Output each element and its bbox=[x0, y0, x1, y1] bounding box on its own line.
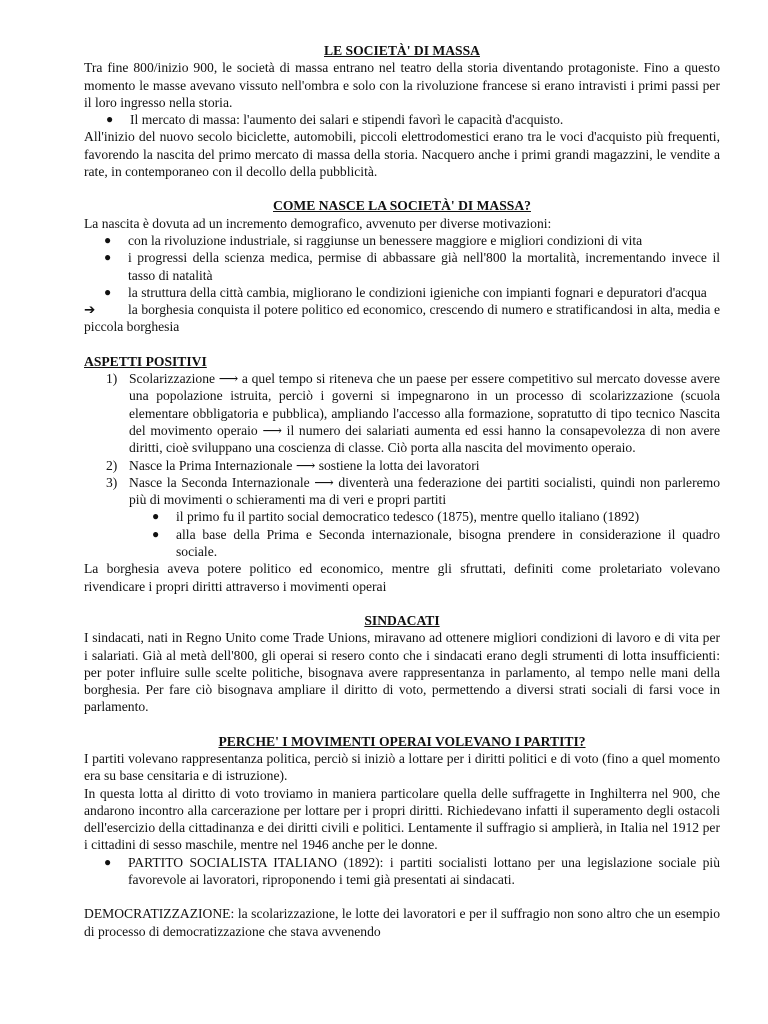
sub-bullet-list bbox=[84, 508, 720, 560]
list-item bbox=[84, 249, 720, 284]
list-item-text: alla base della Prima e Seconda internazionale, bisogna prendere in considerazione il quadro sociale. bbox=[176, 526, 720, 560]
numbered-item bbox=[84, 370, 720, 456]
list-item bbox=[84, 232, 720, 249]
paragraph: I sindacati, nati in Regno Unito come Trade Unions, miravano ad ottenere migliori condizioni di lavoro e di vita per i salariati. Già al metà dell'800, gli operai si resero conto che i sindacati erano degli strumenti di lotta insufficienti: per poter influire sulle scelte politiche, bisognava avere rappresentanza in parlamento, al tempo nelle mani della borghesia. Per fare ciò bisognava ampliare il diritto di voto, permettendo a diversi strati sociali di farsi voce in parlamento. bbox=[84, 630, 720, 715]
bullet-icon: ● bbox=[152, 509, 160, 524]
section-title-societa-di-massa: LE SOCIETÀ' DI MASSA bbox=[324, 43, 480, 58]
arrow-right-icon: ➔ bbox=[84, 302, 96, 318]
bullet-icon: ● bbox=[152, 526, 160, 541]
paragraph: Tra fine 800/inizio 900, le società di massa entrano nel teatro della storia diventando protagoniste. Fino a questo momento le masse avevano vissuto nell'ombra e solo con la rivoluzione francese si erano intravisti i primi passi per il loro ingresso nella storia. bbox=[84, 60, 720, 110]
numbered-item-text: Nasce la Prima Internazionale ⟶ sostiene la lotta dei lavoratori bbox=[129, 457, 480, 473]
paragraph: In questa lotta al diritto di voto troviamo in maniera particolare quella delle suffragette in Inghilterra nel 900, che andarono incontro alla carcerazione per lottare per i propri diritti. Richiedevano infatti il superamento degli ostacoli dell'esercizio della cittadinanza e dei diritti civili e politici. Lentamente il suffragio si amplierà, in Italia nel 1912 per i cittadini di sesso maschile, mentre nel 1946 anche per le donne. bbox=[84, 785, 720, 853]
bullet-list bbox=[84, 232, 720, 301]
list-item bbox=[84, 508, 720, 525]
numbered-item bbox=[84, 474, 720, 509]
list-item-text: con la rivoluzione industriale, si raggiunse un benessere maggiore e migliori condizioni di vita bbox=[128, 232, 643, 248]
list-item bbox=[84, 284, 720, 301]
bullet-icon: ● bbox=[106, 112, 114, 127]
list-item bbox=[84, 526, 720, 561]
paragraph: La borghesia aveva potere politico ed economico, mentre gli sfruttati, definiti come proletariato volevano rivendicare i propri diritti attraverso i movimenti operai bbox=[84, 561, 720, 594]
paragraph: All'inizio del nuovo secolo biciclette, automobili, piccoli elettrodomestici erano tra le voci d'acquisto più frequenti, favorendo la nascita del primo mercato di massa della storia. Nacquero anche i primi grandi magazzini, le vendite a rate, in contemporaneo con il decollo della pubblicità. bbox=[84, 129, 720, 180]
numbered-list bbox=[84, 370, 720, 508]
paragraph: I partiti volevano rappresentanza politica, perciò si iniziò a lottare per i diritti politici e di voto (fino a quel momento era su base censitaria e di istruzione). bbox=[84, 750, 720, 784]
arrow-paragraph bbox=[84, 301, 720, 336]
numbered-item-text: Scolarizzazione ⟶ a quel tempo si riteneva che un paese per essere competitivo sul mercato dovesse avere una popolazione istruita, perciò i governi si impegnarono in un processo di scolarizzazione (scuola elementare obbligatoria e pubblica), ampliando l'accesso alla formazione, sopratutto di tipo tecnico Nascita del movimento operaio ⟶ il numero dei salariati aumenta ed essi hanno la consapevolezza di non avere diritti, cioè sviluppano una coscienza di classe. Ciò porta alla nascita del movimento operaio. bbox=[129, 371, 720, 456]
bullet-icon: ● bbox=[104, 250, 112, 265]
item-number: 3) bbox=[106, 474, 118, 490]
paragraph: La nascita è dovuta ad un incremento demografico, avvenuto per diverse motivazioni: bbox=[84, 215, 552, 231]
list-item bbox=[84, 854, 720, 889]
item-number: 2) bbox=[106, 457, 118, 473]
item-number: 1) bbox=[106, 371, 118, 387]
bullet-icon: ● bbox=[104, 854, 112, 869]
bullet-list bbox=[84, 854, 720, 889]
bullet-icon: ● bbox=[104, 284, 112, 299]
list-item-text: PARTITO SOCIALISTA ITALIANO (1892): i partiti socialisti lottano per una legislazione sociale più favorevole ai lavoratori, riproponendo i temi già presentati ai sindacati. bbox=[128, 854, 720, 888]
arrow-paragraph-text: la borghesia conquista il potere politico ed economico, crescendo di numero e stratificandosi in alta, media e piccola borghesia bbox=[84, 302, 720, 335]
section-title-aspetti-positivi: ASPETTI POSITIVI bbox=[84, 353, 207, 369]
section-title-sindacati: SINDACATI bbox=[364, 612, 440, 628]
list-item bbox=[84, 111, 720, 128]
numbered-item-text: Nasce la Seconda Internazionale ⟶ diventerà una federazione dei partiti socialisti, quindi non parleremo più di movimenti o schieramenti ma di veri e propri partiti bbox=[129, 474, 720, 508]
list-item-text: il primo fu il partito social democratico tedesco (1875), mentre quello italiano (1892) bbox=[176, 509, 640, 525]
numbered-item bbox=[84, 457, 720, 474]
bullet-icon: ● bbox=[104, 232, 112, 247]
bullet-list bbox=[84, 111, 720, 128]
section-title-movimenti-operai: PERCHE' I MOVIMENTI OPERAI VOLEVANO I PARTITI? bbox=[218, 733, 586, 749]
section-title-come-nasce: COME NASCE LA SOCIETÀ' DI MASSA? bbox=[273, 198, 531, 214]
paragraph: DEMOCRATIZZAZIONE: la scolarizzazione, le lotte dei lavoratori e per il suffragio non sono altro che un esempio di processo di democratizzazione che stava avvenendo bbox=[84, 906, 720, 939]
list-item-text: i progressi della scienza medica, permise di abbassare già nell'800 la mortalità, incrementando invece il tasso di natalità bbox=[128, 250, 720, 283]
list-item-text: Il mercato di massa: l'aumento dei salari e stipendi favorì le capacità d'acquisto. bbox=[130, 112, 564, 128]
list-item-text: la struttura della città cambia, migliorano le condizioni igieniche con impianti fognari e depuratori d'acqua bbox=[128, 284, 707, 300]
